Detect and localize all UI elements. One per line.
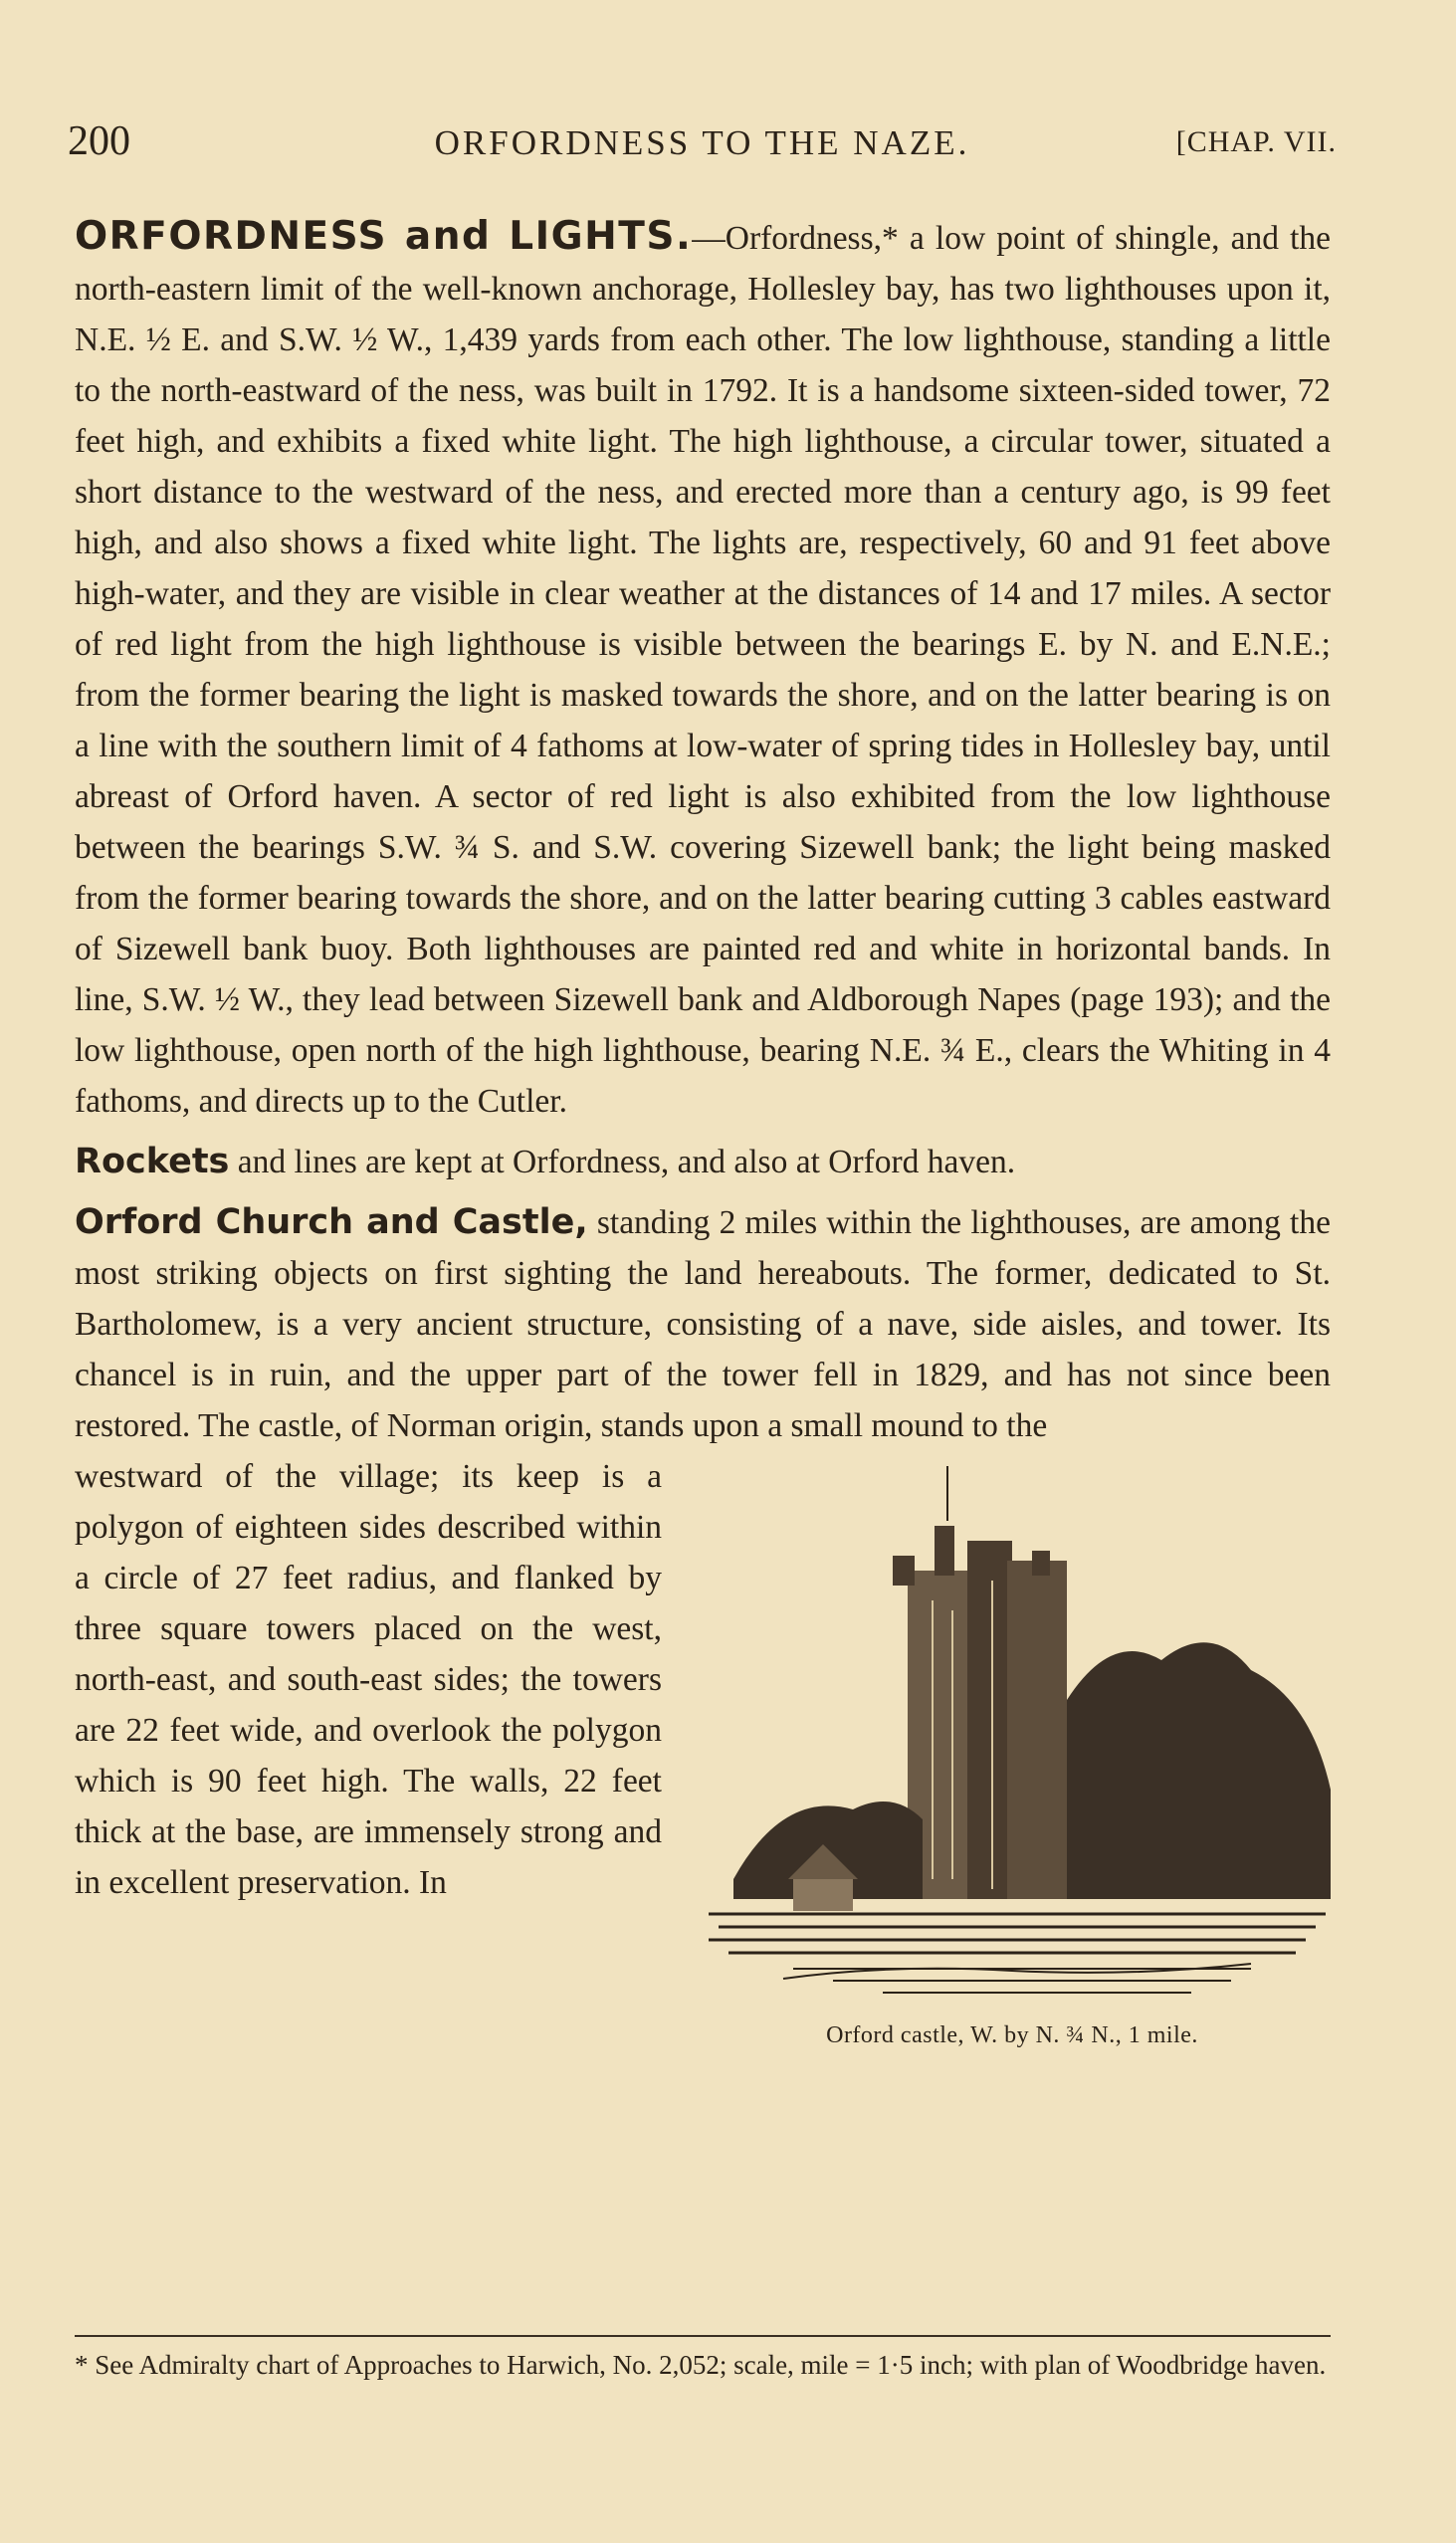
paragraph-text: —Orfordness,* a low point of shingle, and the north-eastern limit of the well-known anchorage, Hollesley bay, has two lighthouses upon it, N.E. ½ E. and S.W. ½ W., 1,439 yards from each other. The low lighthouse, standing a little to the north-eastward of the ness, was built in 1792. It is a handsome sixteen-sided tower, 72 feet high, and exhibits a fixed white light. The high lighthouse, a circular tower, situated a short distance to the westward of the ness, and erected more than a century ago, is 99 feet high, and also shows a fixed white light. The lights are, respectively, 60 and 91 feet above high-water, and they are visible in clear weather at the distances of 14 and 17 miles. A sector of red light from the high lighthouse is visible between the bearings E. by N. and E.N.E.; from the former bearing the light is masked towards the shore, and on the latter bearing is on a line with the southern limit of 4 fathoms at low-water of spring tides in Hollesley bay, until abreast of Orford haven. A sector of red light is also exhibited from the low lighthouse between the bearings S.W. ¾ S. and S.W. covering Sizewell bank; the light being masked from the former bearing towards the shore, and on the latter bearing cutting 3 cables eastward of Sizewell bank buoy. Both lighthouses are painted red and white in horizontal bands. In line, S.W. ½ W., they lead between Sizewell bank and Aldborough Napes (page 193); and the low lighthouse, open north of the high lighthouse, bearing N.E. ¾ E., clears the Whiting in 4 fathoms, and directs up to the Cutler. <box>75 220 1332 1120</box>
heading-orford-church-castle: Orford Church and Castle, <box>75 1202 588 1242</box>
heading-rockets: Rockets <box>75 1142 230 1181</box>
heading-orfordness-lights: ORFORDNESS and LIGHTS. <box>75 214 693 259</box>
paragraph-orford-church <box>75 1197 1331 1451</box>
paragraph-text: and lines are kept at Orfordness, and also at Orford haven. <box>229 1144 1016 1180</box>
page-body <box>75 211 1331 2049</box>
castle-engraving <box>694 1461 1331 2049</box>
text-with-figure <box>75 1451 1331 2049</box>
figure-caption: Orford castle, W. by N. ¾ N., 1 mile. <box>826 2022 1198 2048</box>
paragraph-orfordness <box>75 211 1331 1127</box>
paragraph-text: standing 2 miles within the lighthouses, are among the most striking objects on first sighting the land hereabouts. The former, dedicated to St. Bartholomew, is a very ancient structure, consisting of a nave, side aisles, and tower. Its chancel is in ruin, and the upper part of the tower fell in 1829, and has not since been restored. The castle, of Norman origin, stands upon a small mound to the <box>75 1204 1331 1444</box>
footnote: * See Admiralty chart of Approaches to Harwich, No. 2,052; scale, mile = 1·5 inch; with plan of Woodbridge haven. <box>75 2350 1327 2380</box>
running-title: ORFORDNESS TO THE NAZE. <box>434 123 970 162</box>
page-header <box>68 117 1337 177</box>
chapter-label: [CHAP. VII. <box>1175 125 1337 158</box>
page-number: 200 <box>68 118 130 164</box>
wrapped-paragraph: westward of the village; its keep is a polygon of eighteen sides described within a circle of 27 feet radius, and flanked by three square towers placed on the west, north-east, and south-east sides; the towers are 22 feet wide, and overlook the polygon which is 90 feet high. The walls, 22 feet thick at the base, are immensely strong and in excellent preservation. In <box>75 1458 662 1901</box>
footnote-rule <box>75 2335 1331 2337</box>
paragraph-rockets <box>75 1137 1331 1187</box>
orford-castle-illustration <box>694 1461 1331 2018</box>
